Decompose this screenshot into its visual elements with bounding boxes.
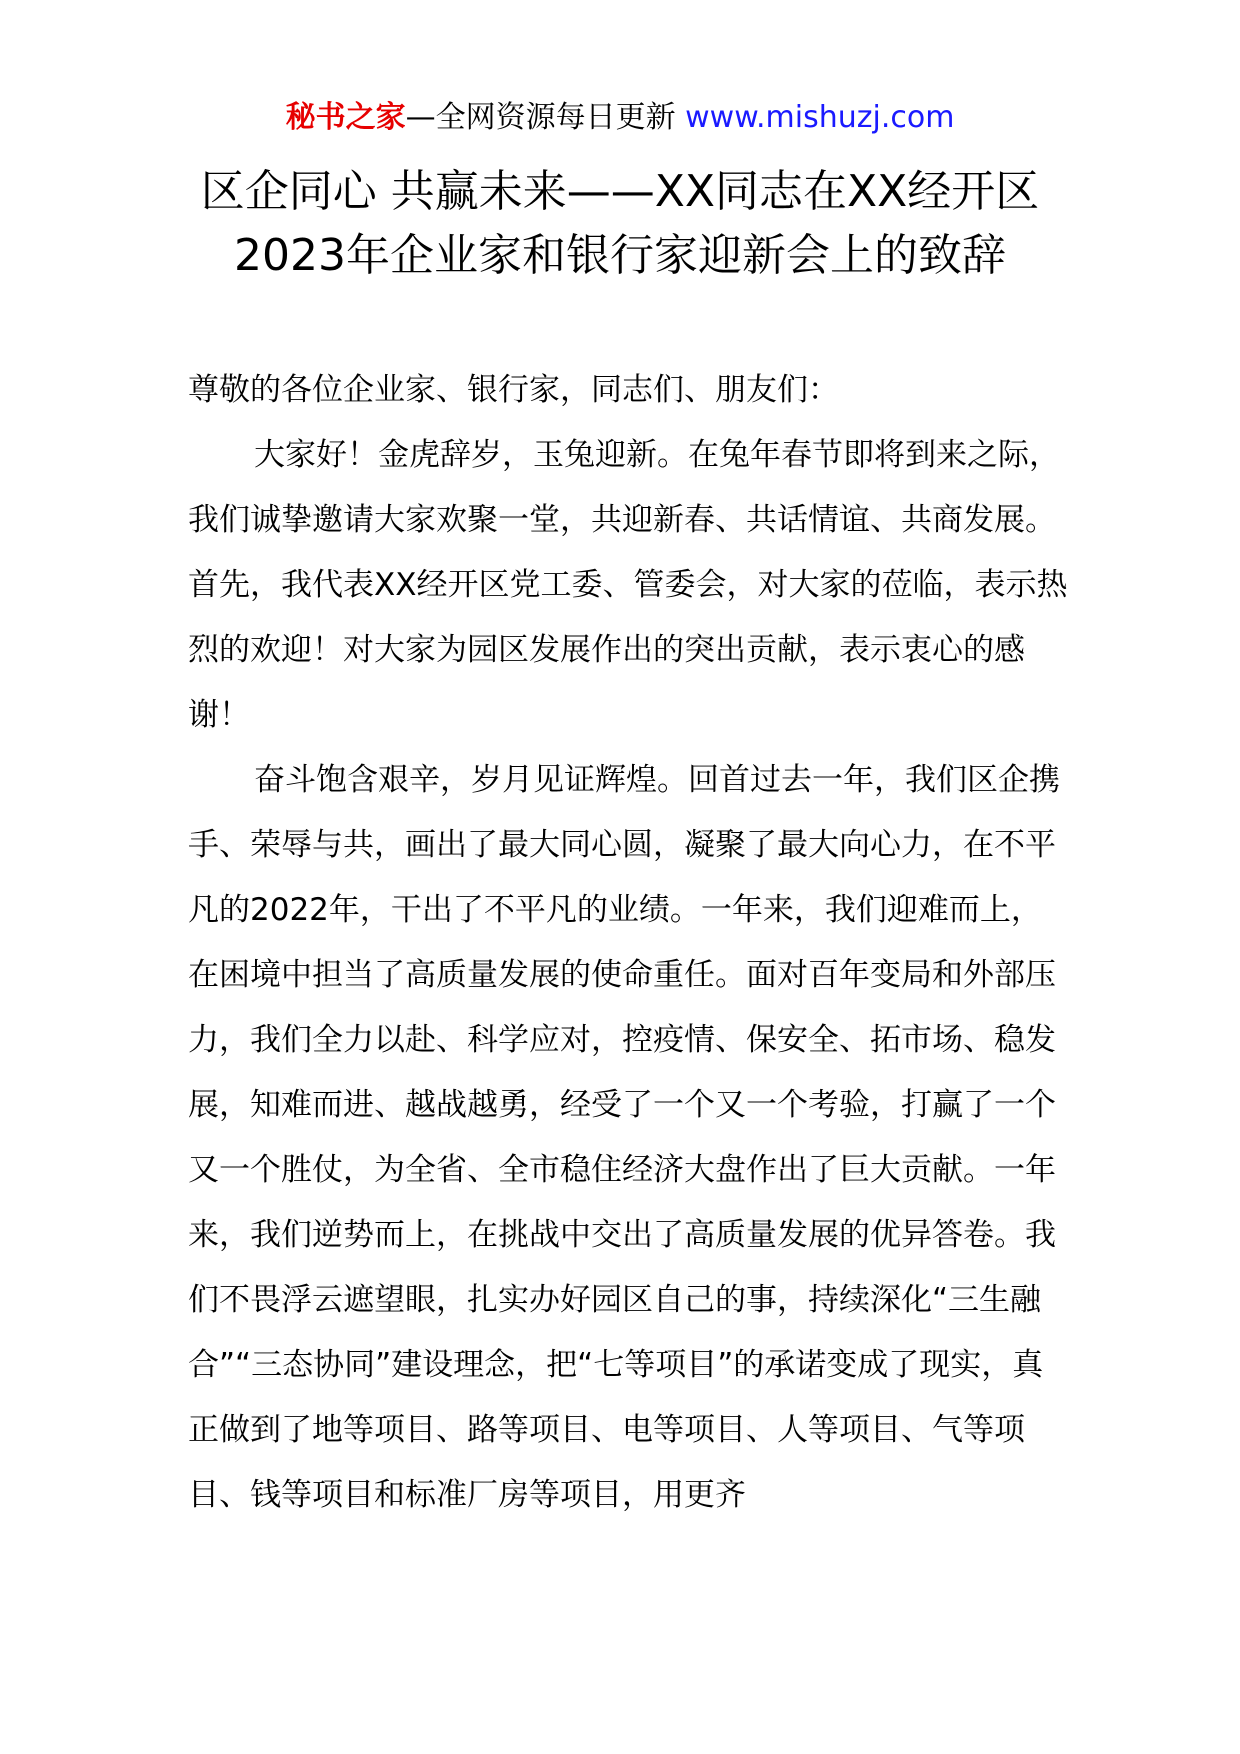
site-tagline: —全网资源每日更新: [405, 100, 676, 135]
site-url-link[interactable]: www.mishuzj.com: [685, 100, 955, 135]
paragraph-2: 奋斗饱含艰辛，岁月见证辉煌。回首过去一年，我们区企携手、荣辱与共，画出了最大同心圆，凝聚了最大向心力，在不平凡的2022年，干出了不平凡的业绩。一年来，我们迎难而上，在困境中担当了高质量发展的使命重任。面对百年变局和外部压力，我们全力以赴、科学应对，控疫情、保安全、拓市场、稳发展，知难而进、越战越勇，经受了一个又一个考验，打赢了一个又一个胜仗，为全省、全市稳住经济大盘作出了巨大贡献。一年来，我们逆势而上，在挑战中交出了高质量发展的优异答卷。我们不畏浮云遮望眼，扎实办好园区自己的事，持续深化“三生融合”“三态协同”建设理念，把“七等项目”的承诺变成了现实，真正做到了地等项目、路等项目、电等项目、人等项目、气等项目、钱等项目和标准厂房等项目，用更齐: [188, 762, 1060, 1513]
site-brand: 秘书之家: [285, 100, 406, 135]
document-body: [188, 358, 1068, 1528]
document-title: 区企同心 共赢未来——XX同志在XX经开区2023年企业家和银行家迎新会上的致辞: [200, 166, 1040, 281]
site-header: [0, 98, 1240, 138]
salutation: 尊敬的各位企业家、银行家，同志们、朋友们：: [188, 372, 839, 408]
paragraph-1: 大家好！金虎辞岁，玉兔迎新。在兔年春节即将到来之际，我们诚挚邀请大家欢聚一堂，共迎新春、共话情谊、共商发展。首先，我代表XX经开区党工委、管委会，对大家的莅临，表示热烈的欢迎！对大家为园区发展作出的突出贡献，表示衷心的感谢！: [188, 437, 1068, 733]
